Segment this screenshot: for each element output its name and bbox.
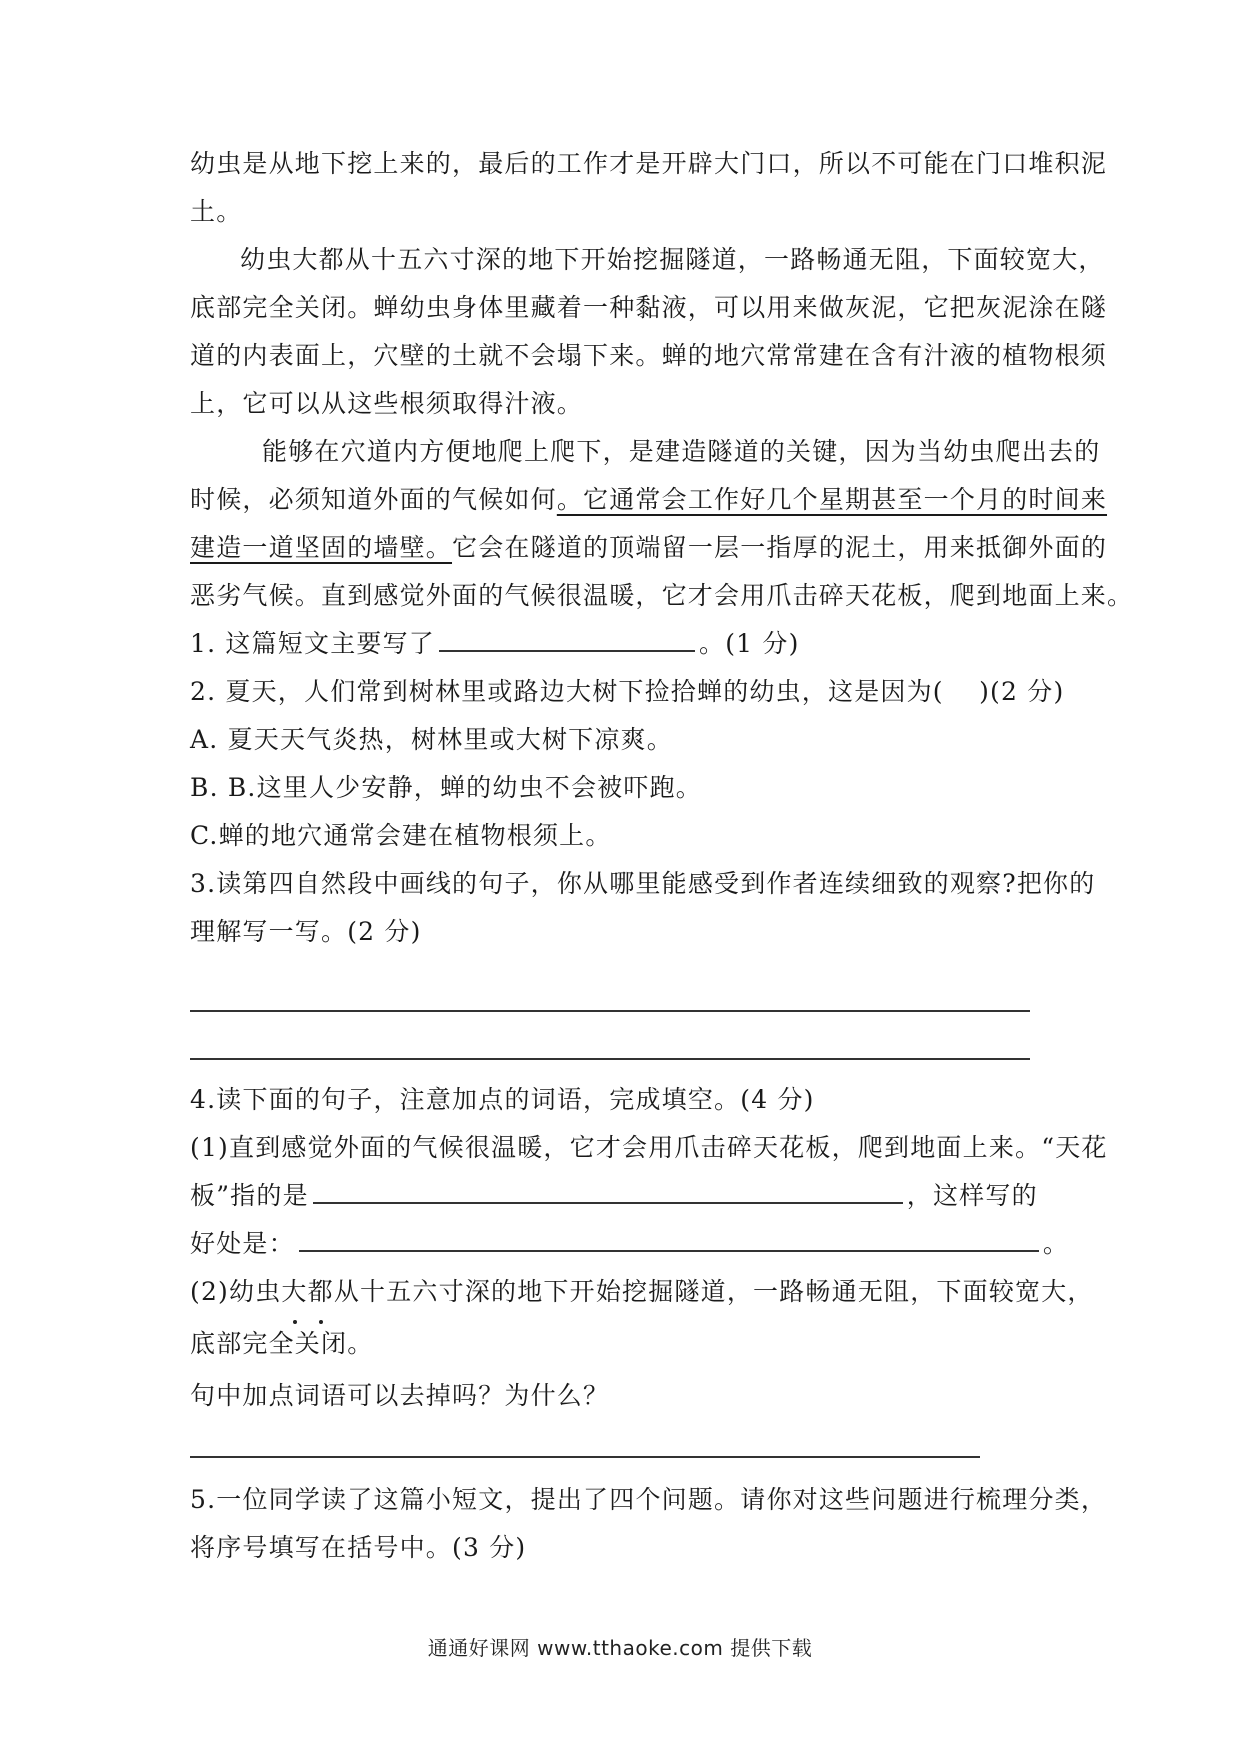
passage-line: 幼虫大都从十五六寸深的地下开始挖掘隧道，一路畅通无阻，下面较宽大， [240,245,1105,274]
question-text: (2)幼虫 [190,1277,282,1306]
question-text: 从十五六寸深的地下开始挖掘隧道，一路畅通无阻，下面较宽大， [333,1277,1094,1306]
question-5: 5.一位同学读了这篇小短文，提出了四个问题。请你对这些问题进行梳理分类， [190,1485,1108,1514]
question-4-2 [190,1268,1094,1316]
question-3: 理解写一写。(2 分) [190,917,422,946]
passage-line: 底部完全关闭。蝉幼虫身体里藏着一种黏液，可以用来做灰泥，它把灰泥涂在隧 [190,293,1108,322]
option-a: A. 夏天天气炎热，树林里或大树下凉爽。 [190,725,673,754]
footer-source: 通通好课网 www.tthaoke.com 提供下载 [427,1636,813,1660]
underlined-sentence: 。它通常会工作好几个星期甚至一个月的时间来 [556,485,1108,514]
passage-line: 幼虫是从地下挖上来的，最后的工作才是开辟大门口，所以不可能在门口堆积泥 [190,149,1108,178]
passage-text: 时候，必须知道外面的气候如何 [190,485,557,514]
option-b: B. B.这里人少安静，蝉的幼虫不会被吓跑。 [190,773,702,802]
question-4-2: 句中加点词语可以去掉吗？为什么？ [190,1381,610,1410]
question-1 [190,620,1060,668]
question-2: 2. 夏天，人们常到树林里或路边大树下捡拾蝉的幼虫，这是因为( )(2 分) [190,677,1065,706]
dotted-word: 大 [281,1268,307,1316]
answer-blank[interactable] [299,1228,1039,1252]
answer-blank[interactable] [439,628,695,652]
question-4-1: (1)直到感觉外面的气候很温暖，它才会用爪击碎天花板，爬到地面上来。“天花 [190,1133,1108,1162]
question-text: 。(1 分) [699,629,800,658]
question-5: 将序号填写在括号中。(3 分) [190,1533,527,1562]
passage-line: 恶劣气候。直到感觉外面的气候很温暖，它才会用爪击碎天花板，爬到地面上来。 [190,581,1134,610]
question-text: 板”指的是 [190,1181,309,1210]
passage-line: 能够在穴道内方便地爬上爬下，是建造隧道的关键，因为当幼虫爬出去的 [262,437,1101,466]
option-c: C.蝉的地穴通常会建在植物根须上。 [190,821,612,850]
answer-line[interactable] [190,1010,1030,1012]
answer-line[interactable] [190,1058,1030,1060]
underlined-sentence: 建造一道坚固的墙壁。 [190,533,453,562]
question-text: 1. 这篇短文主要写了 [190,629,436,658]
answer-line[interactable] [190,1456,980,1458]
question-3: 3.读第四自然段中画线的句子，你从哪里能感受到作者连续细致的观察?把你的 [190,869,1096,898]
passage-text: 它会在隧道的顶端留一层一指厚的泥土，用来抵御外面的 [452,533,1108,562]
question-4: 4.读下面的句子，注意加点的词语，完成填空。(4 分) [190,1085,815,1114]
passage-line: 道的内表面上，穴壁的土就不会塌下来。蝉的地穴常常建在含有汁液的植物根须 [190,341,1108,370]
passage-line: 土。 [190,197,243,226]
passage-line [190,476,1108,524]
question-4-1 [190,1172,1060,1220]
answer-blank[interactable] [313,1180,903,1204]
question-4-2: 底部完全关闭。 [190,1329,374,1358]
question-text: ，这样写的 [906,1181,1038,1210]
passage-line: 上，它可以从这些根须取得汁液。 [190,389,584,418]
question-text: 。 [1042,1229,1070,1258]
question-text: 好处是： [190,1229,295,1258]
question-4-1 [190,1220,1070,1268]
dotted-word: 都 [308,1268,334,1316]
passage-line [190,524,1108,572]
